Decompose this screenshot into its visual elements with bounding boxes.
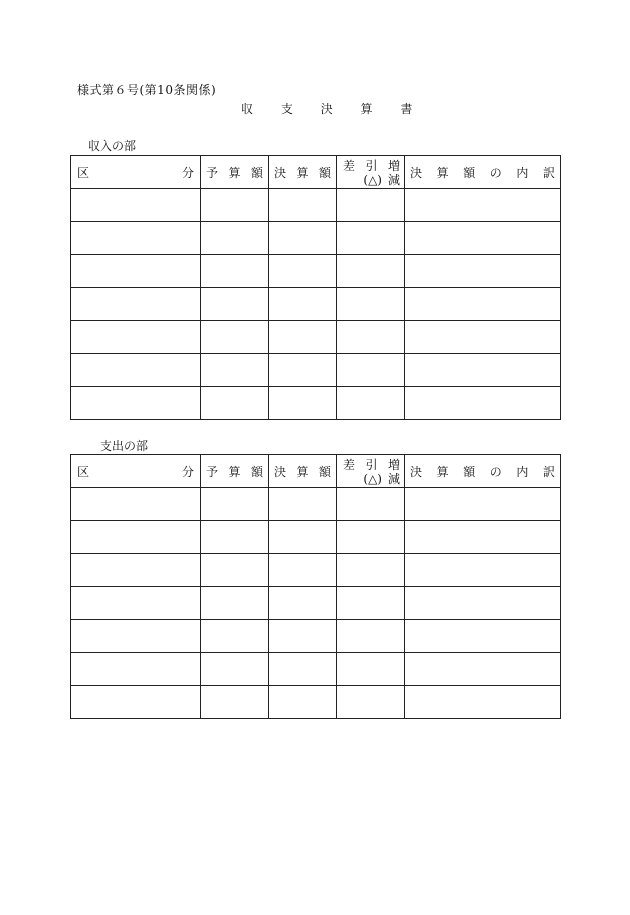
expense-header-row xyxy=(71,455,561,488)
details-cell[interactable] xyxy=(405,189,561,222)
details-cell[interactable] xyxy=(405,554,561,587)
table-row xyxy=(71,521,561,554)
header-char: 算 xyxy=(436,464,449,479)
difference-cell[interactable] xyxy=(337,321,405,354)
table-row xyxy=(71,321,561,354)
difference-cell[interactable] xyxy=(337,387,405,420)
table-row xyxy=(71,354,561,387)
header-char: (△) xyxy=(363,471,382,486)
header-char: 予 xyxy=(206,165,219,180)
table-row xyxy=(71,387,561,420)
header-char: 額 xyxy=(463,464,476,479)
difference-cell[interactable] xyxy=(337,255,405,288)
category-cell[interactable] xyxy=(71,653,201,686)
table-row xyxy=(71,587,561,620)
category-cell[interactable] xyxy=(71,288,201,321)
expense-table-body xyxy=(71,488,561,719)
budget-cell[interactable] xyxy=(201,554,269,587)
details-cell[interactable] xyxy=(405,354,561,387)
budget-header xyxy=(201,455,269,488)
difference-cell[interactable] xyxy=(337,488,405,521)
settlement-cell[interactable] xyxy=(269,354,337,387)
header-char: 算 xyxy=(436,165,449,180)
details-cell[interactable] xyxy=(405,686,561,719)
table-row xyxy=(71,620,561,653)
header-char: 引 xyxy=(365,158,378,173)
header-char: 額 xyxy=(250,464,263,479)
header-char: の xyxy=(489,165,502,180)
difference-cell[interactable] xyxy=(337,521,405,554)
header-char: 決 xyxy=(274,165,287,180)
header-char: 引 xyxy=(365,457,378,472)
income-table-body xyxy=(71,189,561,420)
details-cell[interactable] xyxy=(405,488,561,521)
header-char: 分 xyxy=(181,165,194,180)
details-cell[interactable] xyxy=(405,288,561,321)
difference-cell[interactable] xyxy=(337,686,405,719)
header-char: 予 xyxy=(206,464,219,479)
settlement-header xyxy=(269,455,337,488)
budget-cell[interactable] xyxy=(201,488,269,521)
settlement-cell[interactable] xyxy=(269,222,337,255)
category-cell[interactable] xyxy=(71,222,201,255)
difference-cell[interactable] xyxy=(337,653,405,686)
header-char: 分 xyxy=(181,464,194,479)
header-char: 額 xyxy=(318,464,331,479)
category-cell[interactable] xyxy=(71,189,201,222)
header-char: 算 xyxy=(228,165,241,180)
settlement-cell[interactable] xyxy=(269,587,337,620)
budget-cell[interactable] xyxy=(201,222,269,255)
settlement-cell[interactable] xyxy=(269,686,337,719)
header-char: 算 xyxy=(296,464,309,479)
budget-cell[interactable] xyxy=(201,387,269,420)
table-row xyxy=(71,189,561,222)
expense-table xyxy=(70,454,561,719)
category-header xyxy=(71,156,201,189)
difference-cell[interactable] xyxy=(337,222,405,255)
difference-cell[interactable] xyxy=(337,288,405,321)
budget-cell[interactable] xyxy=(201,354,269,387)
category-cell[interactable] xyxy=(71,488,201,521)
details-cell[interactable] xyxy=(405,653,561,686)
difference-cell[interactable] xyxy=(337,587,405,620)
title-char: 決 xyxy=(320,102,333,116)
table-row xyxy=(71,653,561,686)
settlement-cell[interactable] xyxy=(269,620,337,653)
settlement-cell[interactable] xyxy=(269,387,337,420)
category-cell[interactable] xyxy=(71,554,201,587)
details-cell[interactable] xyxy=(405,222,561,255)
table-row xyxy=(71,222,561,255)
header-char: 差 xyxy=(343,158,356,173)
difference-cell[interactable] xyxy=(337,189,405,222)
details-cell[interactable] xyxy=(405,587,561,620)
header-char: 額 xyxy=(318,165,331,180)
income-table xyxy=(70,155,561,420)
income-section-label: 収入の部 xyxy=(88,139,137,153)
details-header xyxy=(405,455,561,488)
expense-section-label: 支出の部 xyxy=(100,439,149,453)
table-row xyxy=(71,686,561,719)
details-cell[interactable] xyxy=(405,620,561,653)
category-cell[interactable] xyxy=(71,521,201,554)
header-char: 訳 xyxy=(542,165,555,180)
title-char: 収 xyxy=(241,102,254,116)
header-char: 額 xyxy=(463,165,476,180)
header-char: 算 xyxy=(296,165,309,180)
difference-cell[interactable] xyxy=(337,354,405,387)
income-header-row xyxy=(71,156,561,189)
header-char: 決 xyxy=(274,464,287,479)
category-cell[interactable] xyxy=(71,686,201,719)
category-cell[interactable] xyxy=(71,620,201,653)
title-char: 書 xyxy=(400,102,413,116)
budget-cell[interactable] xyxy=(201,521,269,554)
settlement-cell[interactable] xyxy=(269,488,337,521)
header-char: 決 xyxy=(410,464,423,479)
header-char: 額 xyxy=(250,165,263,180)
settlement-cell[interactable] xyxy=(269,189,337,222)
header-char: 増 xyxy=(387,457,400,472)
budget-cell[interactable] xyxy=(201,255,269,288)
table-row xyxy=(71,554,561,587)
header-char: 訳 xyxy=(542,464,555,479)
table-row xyxy=(71,255,561,288)
details-cell[interactable] xyxy=(405,321,561,354)
table-row xyxy=(71,288,561,321)
budget-cell[interactable] xyxy=(201,321,269,354)
category-cell[interactable] xyxy=(71,321,201,354)
header-char: 減 xyxy=(387,471,400,486)
difference-cell[interactable] xyxy=(337,620,405,653)
header-char: 内 xyxy=(516,464,529,479)
document-title xyxy=(241,100,436,117)
form-number: 様式第６号(第10条関係) xyxy=(77,83,217,97)
budget-cell[interactable] xyxy=(201,620,269,653)
header-char: 減 xyxy=(387,172,400,187)
header-char: 区 xyxy=(77,464,90,479)
budget-cell[interactable] xyxy=(201,686,269,719)
details-cell[interactable] xyxy=(405,255,561,288)
settlement-cell[interactable] xyxy=(269,554,337,587)
category-cell[interactable] xyxy=(71,255,201,288)
header-char: 増 xyxy=(387,158,400,173)
budget-cell[interactable] xyxy=(201,189,269,222)
settlement-header xyxy=(269,156,337,189)
difference-header xyxy=(337,455,405,488)
category-cell[interactable] xyxy=(71,354,201,387)
settlement-cell[interactable] xyxy=(269,255,337,288)
category-header xyxy=(71,455,201,488)
settlement-cell[interactable] xyxy=(269,321,337,354)
header-char: の xyxy=(489,464,502,479)
settlement-cell[interactable] xyxy=(269,288,337,321)
header-char: 決 xyxy=(410,165,423,180)
category-cell[interactable] xyxy=(71,587,201,620)
header-char: 算 xyxy=(228,464,241,479)
budget-header xyxy=(201,156,269,189)
title-char: 支 xyxy=(280,102,293,116)
table-row xyxy=(71,488,561,521)
details-cell[interactable] xyxy=(405,387,561,420)
settlement-cell[interactable] xyxy=(269,653,337,686)
details-cell[interactable] xyxy=(405,521,561,554)
header-char: 差 xyxy=(343,457,356,472)
title-char: 算 xyxy=(360,102,373,116)
budget-cell[interactable] xyxy=(201,653,269,686)
difference-cell[interactable] xyxy=(337,554,405,587)
details-header xyxy=(405,156,561,189)
header-char: (△) xyxy=(363,172,382,187)
settlement-cell[interactable] xyxy=(269,521,337,554)
header-char: 区 xyxy=(77,165,90,180)
budget-cell[interactable] xyxy=(201,587,269,620)
difference-header xyxy=(337,156,405,189)
budget-cell[interactable] xyxy=(201,288,269,321)
category-cell[interactable] xyxy=(71,387,201,420)
header-char: 内 xyxy=(516,165,529,180)
